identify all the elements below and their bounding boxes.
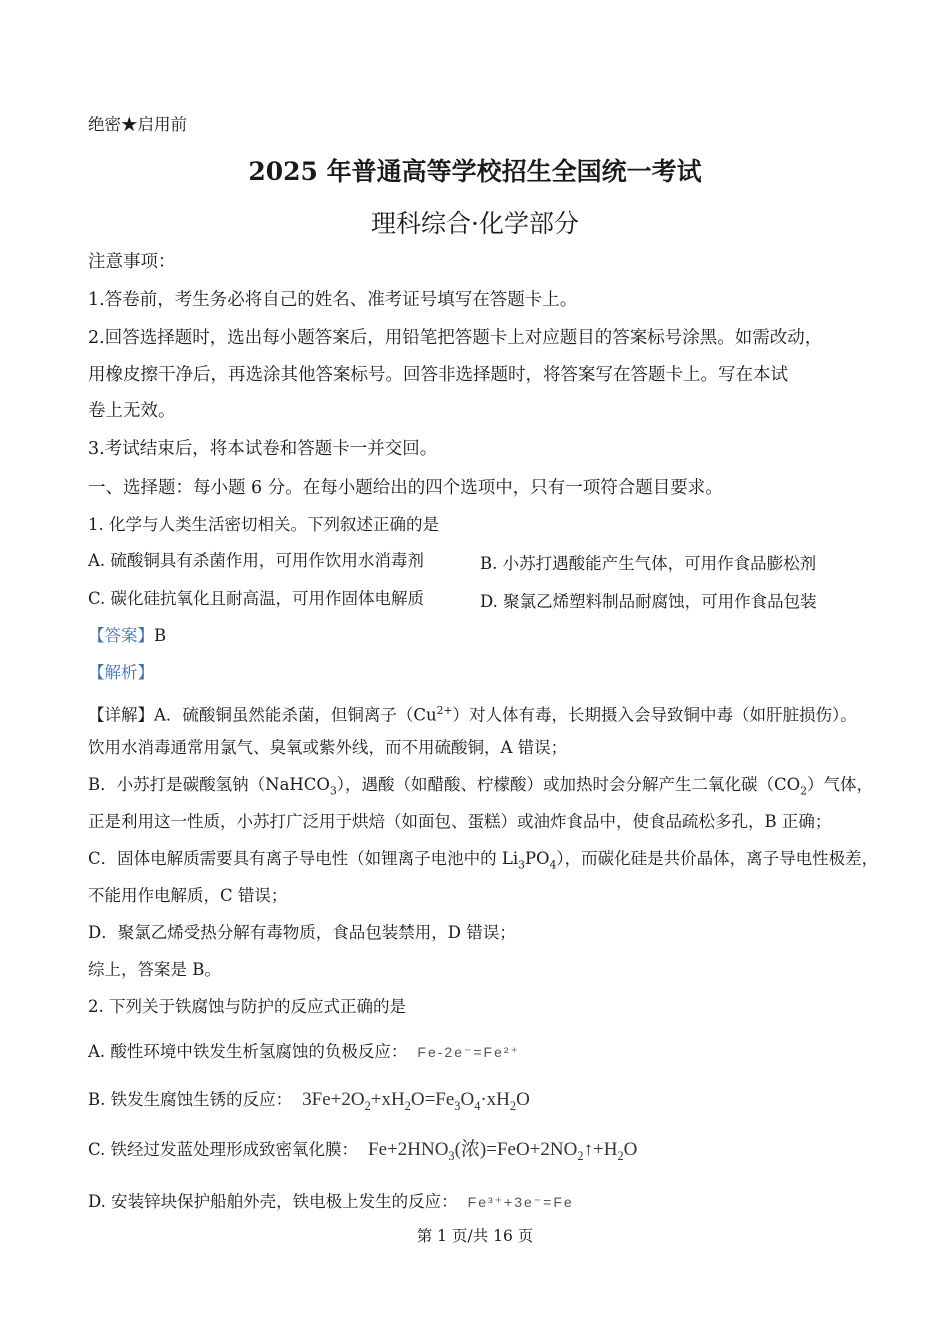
detail-line-5: C．固体电解质需要具有离子导电性（如锂离子电池中的 $Li_3PO_4$），而碳化硅是共价晶体，离子导电性极差，	[88, 849, 879, 872]
q1-answer	[88, 625, 166, 647]
exam-subtitle: 理科综合·化学部分	[371, 209, 579, 238]
q1-option-d: D. 聚氯乙烯塑料制品耐腐蚀，可用作食品包装	[480, 592, 817, 611]
detail-line-7: D．聚氯乙烯受热分解有毒物质，食品包装禁用，D 错误；	[88, 923, 516, 942]
detail-line-3: B．小苏打是碳酸氢钠（NaHCO$_3$），遇酸（如醋酸、柠檬酸）或加热时会分解产生二氧化碳$(CO_2)$气体，	[88, 775, 874, 798]
detail-tag: 【详解】	[88, 705, 154, 725]
detail-line-8: 综上，答案是 B。	[88, 960, 221, 979]
detail-line-6: 不能用作电解质，C 错误；	[88, 886, 288, 905]
notice-item-2c: 卷上无效。	[88, 401, 176, 421]
q1-option-a: A. 硫酸铜具有杀菌作用，可用作饮用水消毒剂	[88, 551, 424, 570]
secret-label: 绝密★启用前	[88, 115, 187, 134]
formula-b: $3Fe+2O_2+xH_2O=Fe_3O_4\cdot xH_2O$	[302, 1089, 530, 1113]
answer-value: B	[154, 626, 167, 645]
q1-option-b: B. 小苏打遇酸能产生气体，可用作食品膨松剂	[480, 554, 817, 573]
section-heading: 一、选择题：每小题 6 分。在每小题给出的四个选项中，只有一项符合题目要求。	[88, 478, 723, 498]
notice-item-1: 1.答卷前，考生务必将自己的姓名、准考证号填写在答题卡上。	[88, 290, 578, 310]
exam-title: 2025 年普通高等学校招生全国统一考试	[248, 157, 702, 186]
page-footer: 第 1 页/共 16 页	[416, 1227, 534, 1245]
q2-option-b: B. 铁发生腐蚀生锈的反应： $3Fe+2O_2+xH_2O=Fe_3O_4\cdot xH_2O$	[88, 1089, 530, 1113]
notice-item-3: 3.考试结束后，将本试卷和答题卡一并交回。	[88, 439, 438, 459]
q1-stem: 1. 化学与人类生活密切相关。下列叙述正确的是	[88, 515, 439, 534]
q2-option-c: C. 铁经过发蓝处理形成致密氧化膜： $Fe+2HNO_3$(浓)$=FeO+2NO_2↑+H_2O$	[88, 1139, 638, 1163]
q2-option-d: D. 安装锌块保护船舶外壳，铁电极上发生的反应： Fe³⁺+3e⁻=Fe	[88, 1192, 574, 1211]
notice-item-2b: 用橡皮擦干净后，再选涂其他答案标号。回答非选择题时，将答案写在答题卡上。写在本试	[88, 365, 788, 385]
formula-c: $Fe+2HNO_3$(浓)$=FeO+2NO_2↑+H_2O$	[368, 1139, 638, 1163]
detail-line-1: 【详解】A．硫酸铜虽然能杀菌，但铜离子$(Cu^{2+})$对人体有毒，长期摄入会导致铜中毒（如肝脏损伤）。	[88, 704, 857, 725]
notice-item-2a: 2.回答选择题时，选出每小题答案后，用铅笔把答题卡上对应题目的答案标号涂黑。如需改动，	[88, 328, 823, 348]
answer-tag: 【答案】	[88, 626, 154, 645]
notice-heading: 注意事项：	[88, 252, 176, 272]
q2-stem: 2. 下列关于铁腐蚀与防护的反应式正确的是	[88, 997, 406, 1016]
formula-a: Fe-2e⁻=Fe²⁺	[417, 1044, 520, 1060]
q2-option-a: A. 酸性环境中铁发生析氢腐蚀的负极反应： Fe-2e⁻=Fe²⁺	[88, 1042, 520, 1061]
detail-line-4: 正是利用这一性质，小苏打广泛用于烘焙（如面包、蛋糕）或油炸食品中，使食品疏松多孔，B 正确；	[88, 812, 832, 831]
q1-option-c: C. 碳化硅抗氧化且耐高温，可用作固体电解质	[88, 589, 425, 608]
analysis-tag: 【解析】	[88, 663, 154, 682]
detail-line-2: 饮用水消毒通常用氯气、臭氧或紫外线，而不用硫酸铜，A 错误；	[88, 738, 568, 757]
formula-d: Fe³⁺+3e⁻=Fe	[467, 1194, 574, 1210]
